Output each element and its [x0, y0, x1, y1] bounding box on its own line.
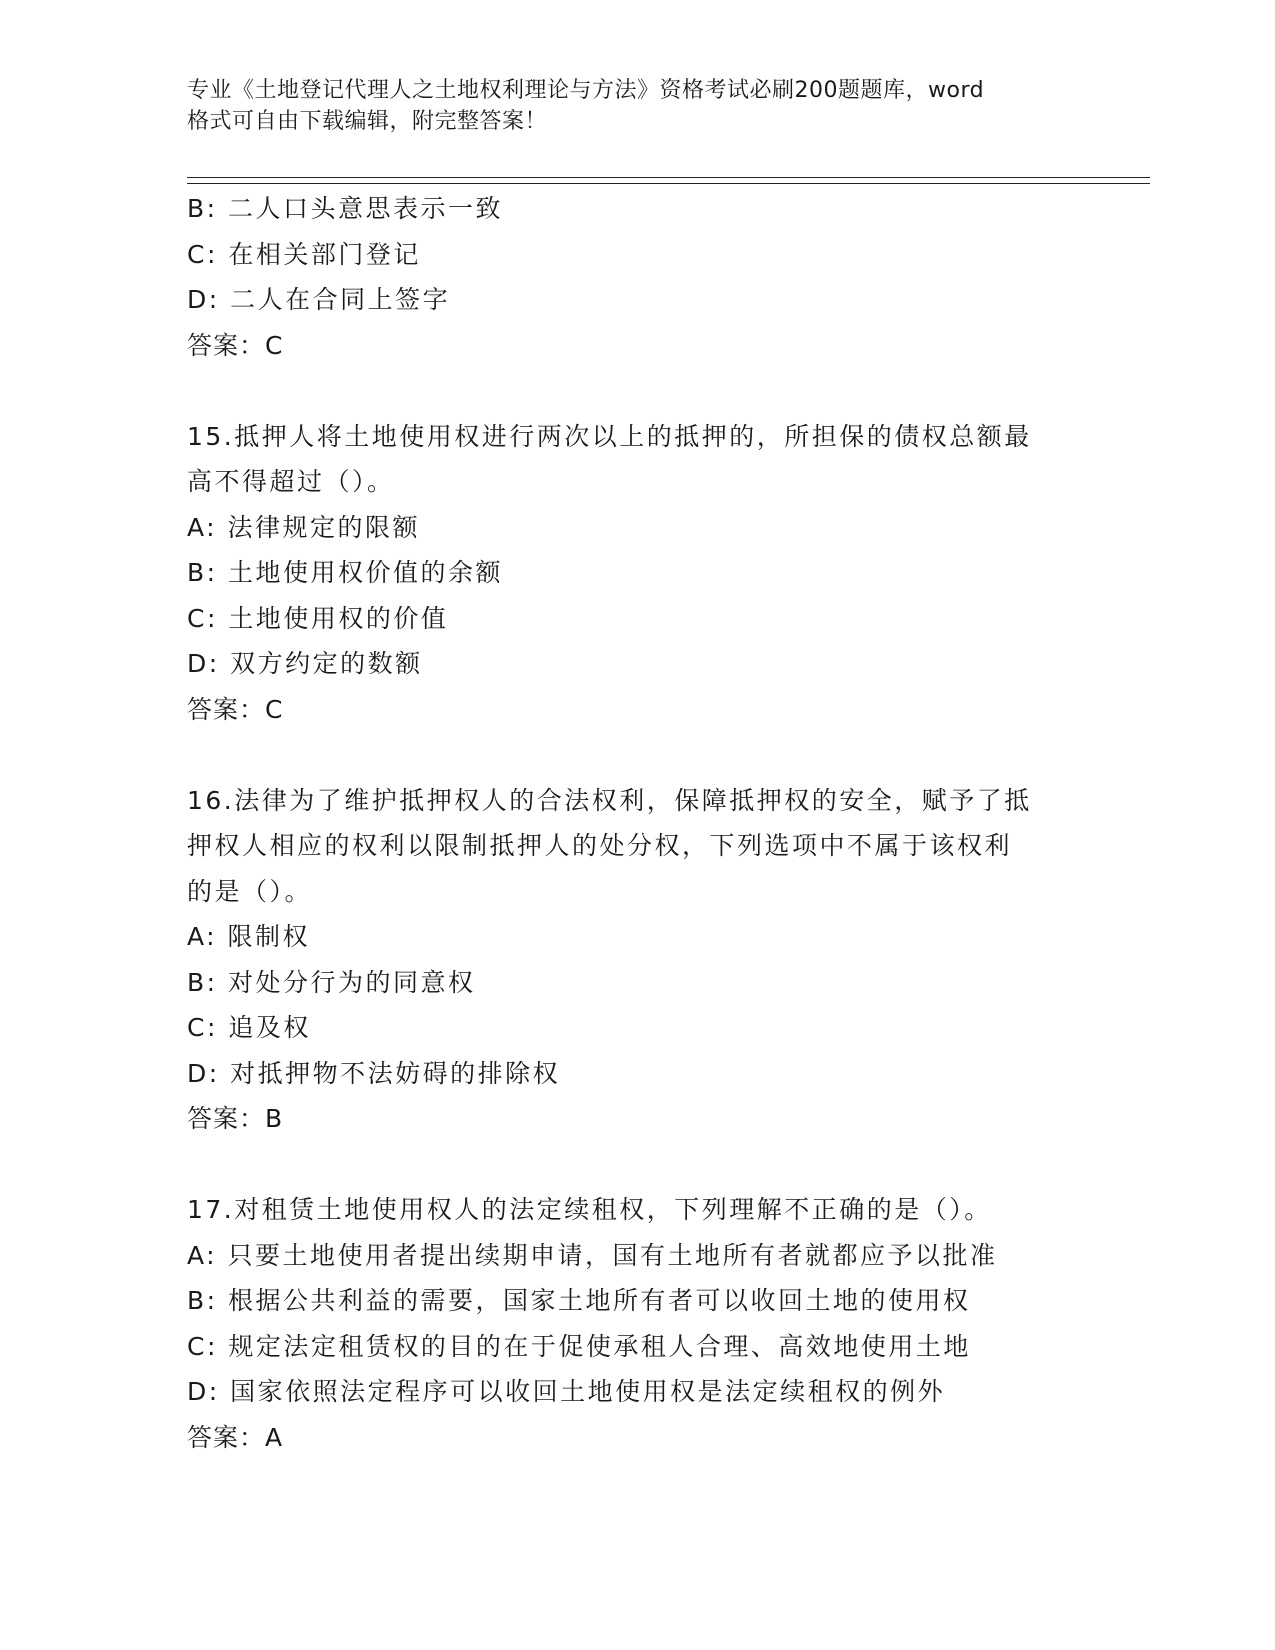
option-d: D: 双方约定的数额: [187, 649, 423, 678]
option-a: A: 只要土地使用者提出续期申请，国有土地所有者就都应予以批准: [187, 1240, 998, 1270]
question-14-tail: [187, 186, 1087, 368]
header-divider: [187, 177, 1150, 184]
answer: 答案：B: [187, 1104, 284, 1133]
option-b: B: 对处分行为的同意权: [187, 967, 476, 997]
question-stem: 16.法律为了维护抵押权人的合法权利，保障抵押权的安全，赋予了抵: [187, 785, 1032, 815]
question-content: [187, 186, 1087, 1460]
question-stem: 押权人相应的权利以限制抵押人的处分权，下列选项中不属于该权利: [187, 831, 1013, 860]
option-d: D: 国家依照法定程序可以收回土地使用权是法定续租权的例外: [187, 1377, 946, 1406]
question-17: [187, 1187, 1087, 1460]
spacer: [187, 1142, 1087, 1188]
question-stem: 的是（）。: [187, 876, 313, 906]
page-header: [187, 75, 1067, 137]
option-c: C: 追及权: [187, 1013, 311, 1042]
answer: 答案：C: [187, 694, 284, 724]
option-b: B: 二人口头意思表示一致: [187, 194, 504, 223]
option-c: C: 规定法定租赁权的目的在于促使承租人合理、高效地使用土地: [187, 1331, 971, 1361]
option-c: C: 在相关部门登记: [187, 239, 421, 269]
option-b: B: 根据公共利益的需要，国家土地所有者可以收回土地的使用权: [187, 1286, 971, 1315]
question-stem: 15.抵押人将土地使用权进行两次以上的抵押的，所担保的债权总额最: [187, 421, 1032, 451]
spacer: [187, 732, 1087, 778]
option-a: A: 限制权: [187, 922, 311, 951]
question-15: [187, 414, 1087, 733]
option-d: D: 对抵押物不法妨碍的排除权: [187, 1058, 561, 1088]
header-line-1: 专业《土地登记代理人之土地权利理论与方法》资格考试必刷200题题库，word: [187, 78, 985, 103]
answer: 答案：A: [187, 1422, 284, 1452]
header-line-2: 格式可自由下载编辑，附完整答案！: [187, 109, 548, 134]
question-stem: 17.对租赁土地使用权人的法定续租权，下列理解不正确的是（）。: [187, 1195, 992, 1224]
option-d: D: 二人在合同上签字: [187, 285, 451, 314]
answer: 答案：C: [187, 330, 284, 360]
question-16: [187, 778, 1087, 1142]
question-stem: 高不得超过（）。: [187, 467, 395, 496]
option-a: A: 法律规定的限额: [187, 512, 421, 542]
option-b: B: 土地使用权价值的余额: [187, 558, 504, 587]
option-c: C: 土地使用权的价值: [187, 603, 449, 633]
spacer: [187, 368, 1087, 414]
